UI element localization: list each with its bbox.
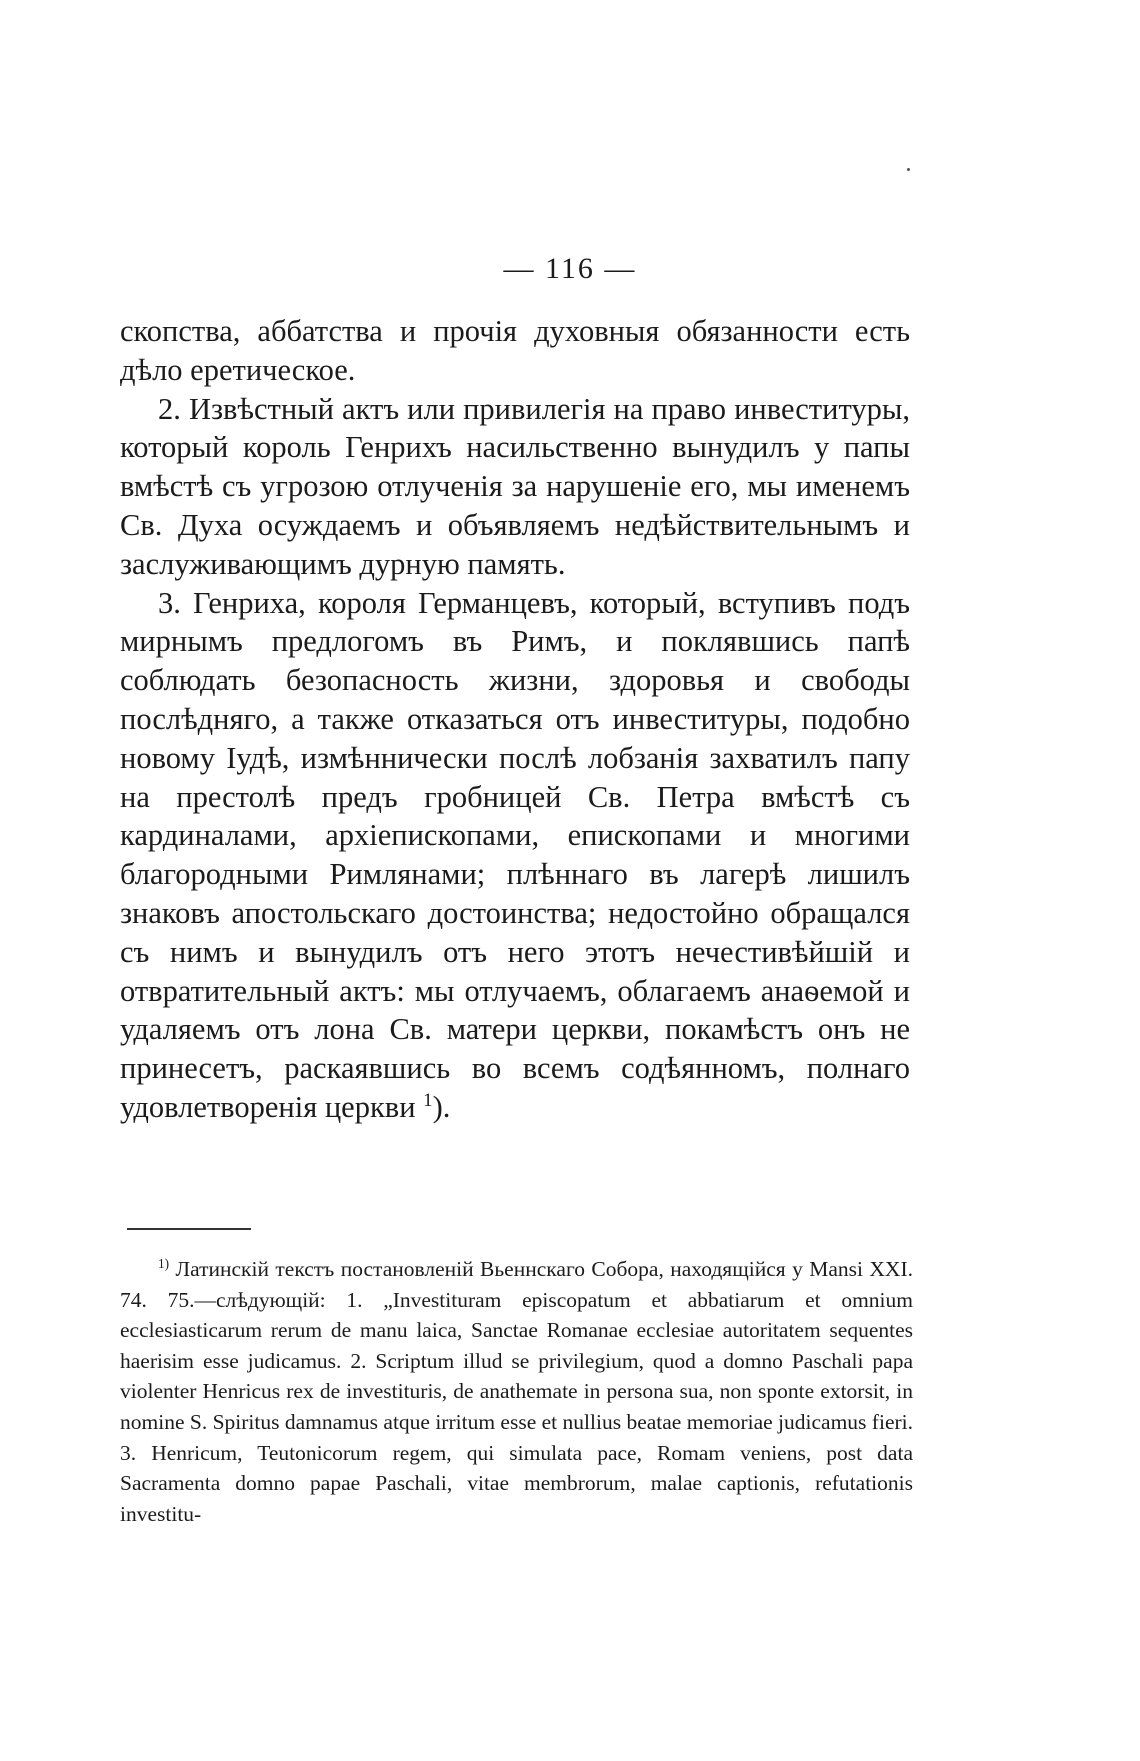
main-text [120, 312, 910, 1127]
paragraph-3-end: ). [432, 1089, 451, 1124]
paragraph-3 [120, 584, 910, 1127]
footnote-1-marker: 1) [158, 1255, 170, 1271]
footnotes [120, 1254, 913, 1529]
footnote-1 [120, 1254, 913, 1529]
paragraph-2: 2. Извѣстный актъ или привилегія на право инвеституры, который король Генрихъ насильственно вынудилъ у папы вмѣстѣ съ угрозою отлученія за нарушеніе его, мы именемъ Св. Духа осуждаемъ и объявляемъ недѣйствительнымъ и заслуживающимъ дурную память. [120, 391, 910, 581]
footnote-reference-1[interactable]: 1 [423, 1089, 433, 1111]
paper-speck [907, 168, 910, 171]
page-number: — 116 — [503, 252, 637, 285]
footnote-1-text: Латинскій текстъ постановленій Вьеннскаго Собора, находящійся у Mansi XXI. 74. 75.—слѣдующій: 1. „Investituram episcopatum et abbatiarum et omnium ecclesiasticarum rerum de manu laica, Sanctae Romanae ecclesiae autoritatem sequentes haerisim esse judicamus. 2. Scriptum illud se privilegium, quod a domno Paschali papa violenter Henricus rex de investituris, de anathemate in persona sua, non sponte extorsit, in nomine S. Spiritus damnamus atque irritum esse et nullius beatae memoriae judicamus fieri. 3. Henricum, Teutonicorum regem, qui simulata pace, Romam veniens, post data Sacramenta domno papae Paschali, vitae membrorum, malae captionis, refutationis investitu- [120, 1257, 913, 1526]
paragraph-continuation: скопства, аббатства и прочія духовныя обязанности есть дѣло еретическое. [120, 314, 910, 387]
paragraph-3-text: 3. Генриха, короля Германцевъ, который, вступивъ подъ мирнымъ предлогомъ въ Римъ, и поклявшись папѣ соблюдать безопасность жизни, здоровья и свободы послѣдняго, а также отказаться отъ инвеституры, подобно новому Іудѣ, измѣннически послѣ лобзанія захватилъ папу на престолѣ предъ гробницей Св. Петра вмѣстѣ съ кардиналами, архіепископами, епископами и многими благородными Римлянами; плѣннаго въ лагерѣ лишилъ знаковъ апостольскаго достоинства; недостойно обращался съ нимъ и вынудилъ отъ него этотъ нечестивѣйшій и отвратительный актъ: мы отлучаемъ, облагаемъ анаѳемой и удаляемъ отъ лона Св. матери церкви, покамѣстъ онъ не принесетъ, раскаявшись во всемъ содѣянномъ, полнаго удовлетворенія церкви [120, 585, 910, 1124]
footnote-divider [127, 1228, 251, 1230]
